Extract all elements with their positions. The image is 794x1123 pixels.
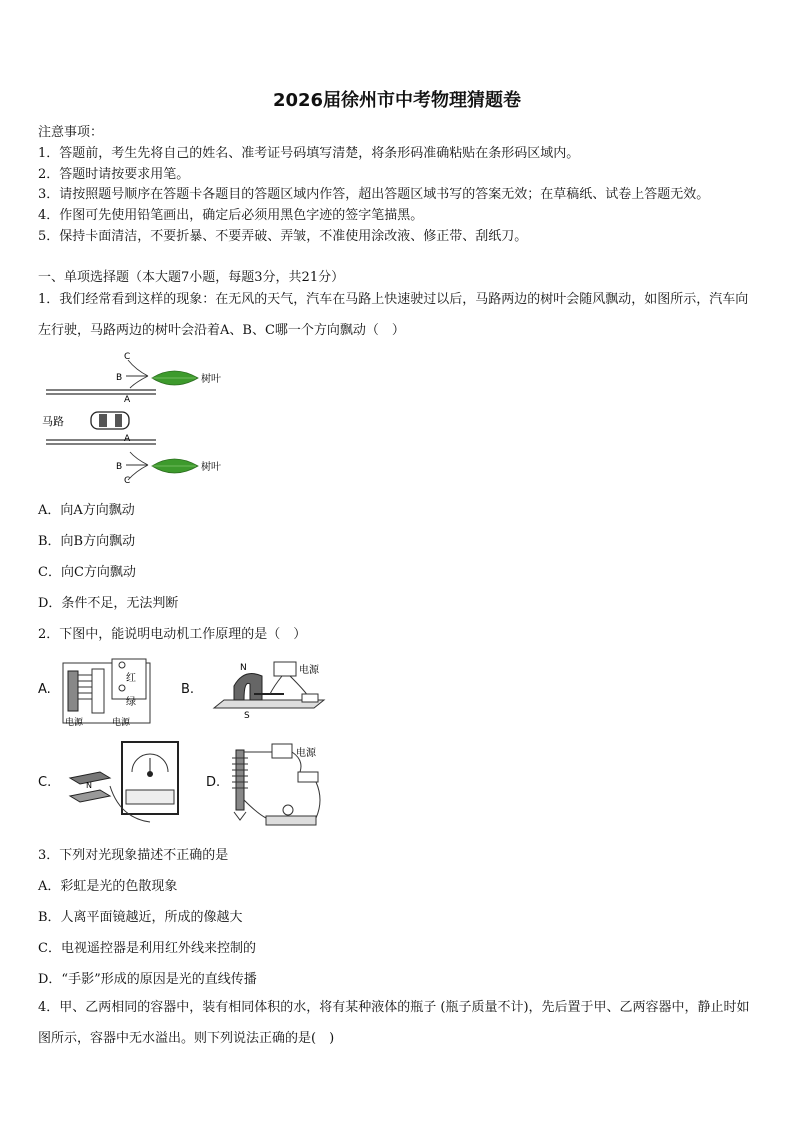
relay-circuit-figure — [60, 653, 155, 728]
section-heading: 一、单项选择题（本大题7小题，每题3分，共21分） — [38, 270, 345, 285]
question-4-text: 4．甲、乙两相同的容器中，装有相同体积的水，将有某种液体的瓶子 (瓶子质量不计)，先后置于甲、乙两容器中，静止时如图所示，容器中无水溢出。则下列说法正确的是( ) — [38, 1000, 750, 1046]
q3-option-a[interactable]: A．彩虹是光的色散现象 — [38, 879, 178, 894]
q1-option-c[interactable]: C．向C方向飘动 — [38, 565, 136, 580]
leaf-label: 树叶 — [201, 374, 221, 385]
page-title: 2026届徐州市中考物理猜题卷 — [272, 90, 522, 111]
note-item: 3．请按照题号顺序在答题卡各题目的答题区域内作答，超出答题区域书写的答案无效；在草稿纸、试卷上答题无效。 — [38, 187, 710, 202]
arrow-b-label: B — [116, 373, 123, 383]
leaf-icon — [152, 459, 198, 473]
notes-heading: 注意事项： — [38, 125, 104, 140]
note-item: 5．保持卡面清洁，不要折暴、不要弄破、弄皱，不准使用涂改液、修正带、刮纸刀。 — [38, 229, 528, 244]
magnet-n-label: N — [86, 781, 92, 790]
magnet-s-label: S — [244, 711, 250, 718]
relay-power-label: 电源 — [65, 718, 84, 728]
q1-option-a[interactable]: A．向A方向飘动 — [38, 503, 135, 518]
q1-option-d[interactable]: D．条件不足，无法判断 — [38, 596, 179, 611]
q3-option-b[interactable]: B．人离平面镜越近，所成的像越大 — [38, 910, 243, 925]
car-icon — [91, 412, 129, 429]
question-1-text: 1．我们经常看到这样的现象：在无风的天气，汽车在马路上快速驶过以后，马路两边的树叶会随风飘动，如图所示，汽车向左行驶，马路两边的树叶会沿着A、B、C哪一个方向飘动（ ） — [38, 292, 749, 338]
arrow-b-label: B — [116, 462, 123, 472]
relay-power-label: 电源 — [112, 718, 131, 728]
q3-option-d[interactable]: D．“手影”形成的原因是光的直线传播 — [38, 972, 257, 987]
magnet-rail-figure — [204, 656, 329, 718]
q3-option-c[interactable]: C．电视遥控器是利用红外线来控制的 — [38, 941, 256, 956]
question-1-figure — [38, 348, 238, 483]
arrow-c-label: C — [124, 476, 131, 483]
relay-red-label: 红 — [126, 673, 136, 684]
arrow-a-label: A — [124, 434, 131, 444]
galvanometer-figure — [60, 738, 188, 826]
q2-option-c[interactable]: C. — [38, 775, 52, 790]
road-label: 马路 — [42, 415, 64, 428]
question-3-text: 3．下列对光现象描述不正确的是 — [38, 848, 229, 863]
q1-option-b[interactable]: B．向B方向飘动 — [38, 534, 136, 549]
leaf-icon — [152, 371, 198, 385]
magnet-n-label: N — [240, 663, 247, 673]
q2-option-b[interactable]: B. — [181, 682, 195, 697]
electromagnet-power-label: 电源 — [296, 748, 316, 759]
battery-power-label: 电源 — [299, 665, 319, 676]
note-item: 1．答题前，考生先将自己的姓名、准考证号码填写清楚，将条形码准确粘贴在条形码区域内。 — [38, 146, 580, 161]
q2-option-a[interactable]: A. — [38, 682, 51, 697]
arrow-a-label: A — [124, 395, 131, 405]
note-item: 4．作图可先使用铅笔画出，确定后必须用黑色字迹的签字笔描黑。 — [38, 208, 424, 223]
leaf-label: 树叶 — [201, 462, 221, 473]
question-2-text: 2．下图中，能说明电动机工作原理的是（ ） — [38, 627, 307, 642]
relay-green-label: 绿 — [126, 697, 136, 708]
electromagnet-figure — [228, 740, 330, 830]
arrow-c-label: C — [124, 352, 131, 362]
note-item: 2．答题时请按要求用笔。 — [38, 167, 190, 182]
q2-option-d[interactable]: D. — [206, 775, 221, 790]
